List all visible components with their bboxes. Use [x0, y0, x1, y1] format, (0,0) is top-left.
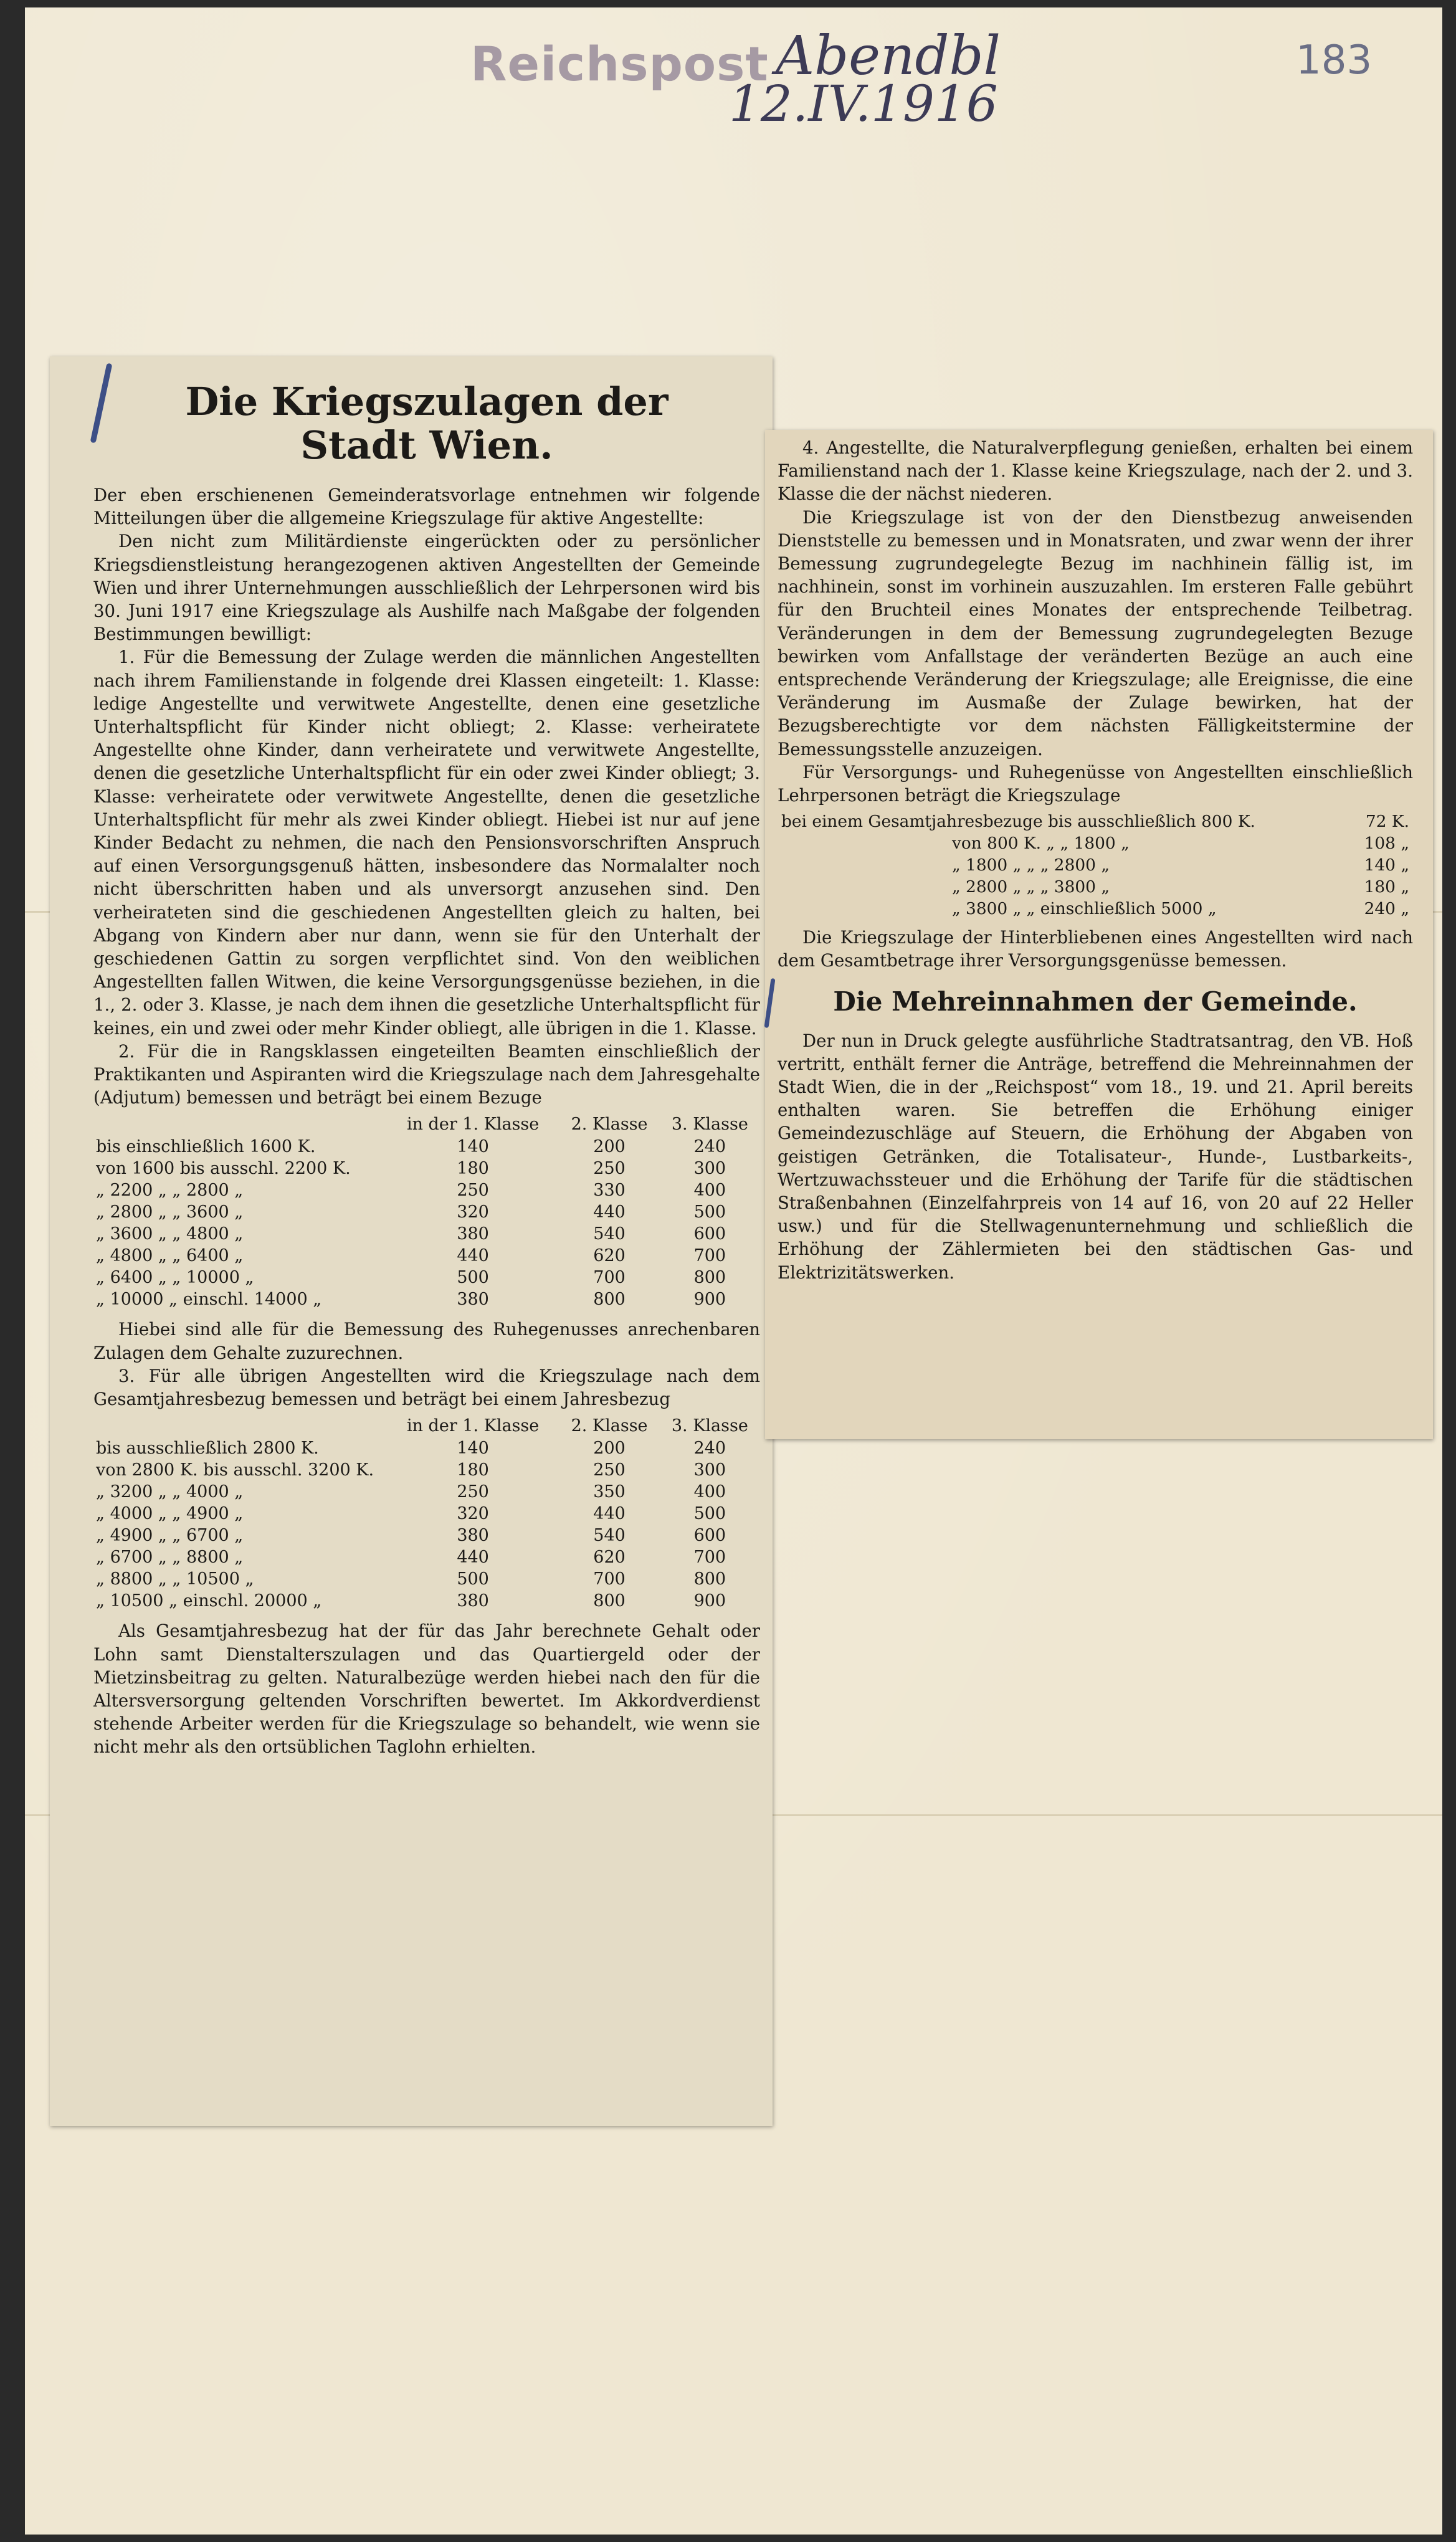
- row-value: 180 „: [1364, 877, 1409, 897]
- table-row: [93, 1245, 760, 1267]
- cell-klasse-3: 500: [693, 1504, 726, 1524]
- cell-klasse-1: 140: [457, 1439, 489, 1459]
- cell-klasse-3: 300: [693, 1460, 726, 1480]
- article-2-paragraph: Der nun in Druck gelegte ausführliche Stadtratsantrag, den VB. Hoß vertritt, enthält ferner die Anträge, betreffend die Mehreinnahmen der Stadt Wien, die in der „Reichspost“ vom 18., 19. und 21. April bereits enthalten waren. Sie betreffen die Erhöhung einiger Gemeindezuschläge auf Steuern, die Erhöhung der Abgaben von geistigen Getränken, die Totalisateur-, Hunde-, Lustbarkeits-, Wertzuwachssteuer und die Erhöhung der Tarife für die städtischen Straßenbahnen (Einzelfahrpreis von 14 auf 16, von 20 auf 22 Heller usw.) und für die Stellwagenunternehmung und schließlich die Erhöhung der Zählermieten bei den städtischen Gas- und Elektrizitätswerken.: [778, 1030, 1413, 1283]
- row-label: „ 4900 „ „ 6700 „: [96, 1526, 244, 1546]
- cell-klasse-3: 240: [693, 1137, 726, 1157]
- table-row: [778, 854, 1413, 876]
- paragraph-0: Den nicht zum Militärdienste eingerückten oder zu persönlicher Kriegsdienstleistung herangezogenen aktiven Angestellten der Gemeinde Wien und ihrer Unternehmungen ausschließlich der Lehrpersonen wird bis 30. Juni 1917 eine Kriegszulage als Aushilfe nach Maßgabe der folgenden Bestimmungen bewilligt:: [93, 531, 760, 645]
- cell-klasse-3: 900: [693, 1591, 726, 1611]
- cell-klasse-1: 440: [457, 1548, 489, 1568]
- clipping-left: [50, 356, 773, 2126]
- cell-klasse-3: 700: [693, 1548, 726, 1568]
- cell-klasse-2: 200: [593, 1439, 626, 1459]
- row-value: 108 „: [1364, 834, 1409, 854]
- cell-klasse-2: 700: [593, 1268, 626, 1288]
- table-row: [93, 1568, 760, 1590]
- row-label: „ 3600 „ „ 4800 „: [96, 1224, 244, 1244]
- table-row: [93, 1201, 760, 1223]
- row-label: „ 4000 „ „ 4900 „: [96, 1504, 244, 1524]
- cell-klasse-3: 700: [693, 1246, 726, 1266]
- cell-klasse-3: 240: [693, 1439, 726, 1459]
- table-uebrige: [93, 1414, 760, 1612]
- table-row: [93, 1136, 760, 1158]
- cell-klasse-2: 800: [593, 1591, 626, 1611]
- table-header-cell: in der 1. Klasse: [406, 1115, 540, 1135]
- table-row: [93, 1546, 760, 1568]
- cell-klasse-1: 380: [457, 1591, 489, 1611]
- table-row: [93, 1179, 760, 1201]
- table-pensionen: [778, 811, 1413, 920]
- title-line-2: Stadt Wien.: [300, 422, 553, 468]
- row-label: „ 10000 „ einschl. 14000 „: [96, 1290, 322, 1310]
- row-label: „ 1800 „ „ „ 2800 „: [952, 855, 1110, 875]
- cell-klasse-1: 250: [457, 1181, 489, 1201]
- table-row: [93, 1459, 760, 1481]
- row-value: 140 „: [1364, 855, 1409, 875]
- paragraph-4: 4. Angestellte, die Naturalverpflegung genießen, erhalten bei einem Familienstand nach der 1. Klasse keine Kriegszulage, nach der 2. und 3. Klasse die der nächst niederen.: [778, 437, 1413, 505]
- clipping-right: [765, 430, 1433, 1439]
- table-header-cell: 3. Klasse: [671, 1115, 748, 1135]
- handwritten-edition: Abendbl: [776, 25, 1001, 87]
- cell-klasse-1: 380: [457, 1224, 489, 1244]
- row-label: „ 3800 „ „ einschließlich 5000 „: [952, 899, 1217, 919]
- table-row: [93, 1223, 760, 1245]
- cell-klasse-1: 180: [457, 1460, 489, 1480]
- table-header-cell: 2. Klasse: [571, 1416, 648, 1436]
- article-continuation: [778, 436, 1413, 1284]
- cell-klasse-2: 440: [593, 1202, 626, 1222]
- row-label: „ 8800 „ „ 10500 „: [96, 1569, 254, 1589]
- cell-klasse-2: 350: [593, 1482, 626, 1502]
- handwritten-date: 12.IV.1916: [729, 75, 998, 133]
- cell-klasse-3: 400: [693, 1181, 726, 1201]
- cell-klasse-1: 320: [457, 1504, 489, 1524]
- table-row: [93, 1481, 760, 1503]
- row-label: von 1600 bis ausschl. 2200 K.: [96, 1159, 351, 1179]
- row-label: bei einem Gesamtjahresbezuge bis ausschließlich 800 K.: [781, 812, 1255, 832]
- table-beamte: [93, 1113, 760, 1310]
- cell-klasse-3: 500: [693, 1202, 726, 1222]
- row-value: 72 K.: [1365, 812, 1409, 832]
- paragraph-2: 2. Für die in Rangsklassen eingeteilten Beamten einschließlich der Praktikanten und Aspiranten wird die Kriegszulage nach dem Jahresgehalte (Adjutum) bemessen und beträgt bei einem Bezuge: [93, 1040, 760, 1108]
- cell-klasse-3: 900: [693, 1290, 726, 1310]
- row-label: von 2800 K. bis ausschl. 3200 K.: [96, 1460, 374, 1480]
- title-line-1: Die Kriegszulagen der: [185, 379, 669, 424]
- cell-klasse-2: 200: [593, 1137, 626, 1157]
- cell-klasse-2: 250: [593, 1159, 626, 1179]
- cell-klasse-1: 500: [457, 1569, 489, 1589]
- table-header-cell: 3. Klasse: [671, 1416, 748, 1436]
- table-row: [93, 1267, 760, 1288]
- paragraph-1: 1. Für die Bemessung der Zulage werden die männlichen Angestellten nach ihrem Familienstande in folgende drei Klassen eingeteilt: 1. Klasse: ledige Angestellte und verwitwete Angestellte, denen eine gesetzliche Unterhaltspflicht für Kinder nicht obliegt; 2. Klasse: verheiratete Angestellte ohne Kinder, dann verheiratete und verwitwete Angestellte, denen die gesetzliche Unterhaltspflicht für ein oder zwei Kinder obliegt; 3. Klasse: verheiratete oder verwitwete Angestellte, denen die gesetzliche Unterhaltspflicht für mehr als zwei Kinder obliegt. Hiebei ist nur auf jene Kinder Bedacht zu nehmen, die nach den Pensionsvorschriften Anspruch auf einen Versorgungsgenuß hätten, insbesondere das Normalalter noch nicht überschritten haben und als unversorgt anzusehen sind. Den verheirateten sind die geschiedenen Angestellten gleich zu halten, bei Abgang von Kindern aber nur dann, wenn sie für den Unterhalt der geschiedenen Gattin zu sorgen verpflichtet sind. Von den weiblichen Angestellten fallen Witwen, die keine Versorgungsgenüsse beziehen, in die 1., 2. oder 3. Klasse, je nach dem ihnen die gesetzliche Unterhaltspflicht für keines, ein und zwei oder mehr Kinder obliegt, alle übrigen in die 1. Klasse.: [93, 647, 760, 1039]
- paragraph-6: Für Versorgungs- und Ruhegenüsse von Angestellten einschließlich Lehrpersonen beträgt die Kriegszulage: [778, 761, 1413, 806]
- cell-klasse-2: 540: [593, 1526, 626, 1546]
- cell-klasse-2: 700: [593, 1569, 626, 1589]
- table-header-row: [93, 1414, 760, 1437]
- table-row: [93, 1590, 760, 1612]
- cell-klasse-3: 800: [693, 1569, 726, 1589]
- row-label: „ 4800 „ „ 6400 „: [96, 1246, 244, 1266]
- cell-klasse-1: 380: [457, 1526, 489, 1546]
- table-header-cell: 2. Klasse: [571, 1115, 648, 1135]
- pencil-mark-icon: [764, 978, 775, 1028]
- table-row: [778, 811, 1413, 832]
- cell-klasse-2: 800: [593, 1290, 626, 1310]
- row-label: „ 3200 „ „ 4000 „: [96, 1482, 244, 1502]
- paragraph-3: 3. Für alle übrigen Angestellten wird die Kriegszulage nach dem Gesamtjahresbezug bemessen und beträgt bei einem Jahresbezug: [93, 1365, 760, 1410]
- cell-klasse-2: 620: [593, 1548, 626, 1568]
- row-label: „ 6400 „ „ 10000 „: [96, 1268, 254, 1288]
- cell-klasse-3: 600: [693, 1526, 726, 1546]
- cell-klasse-2: 540: [593, 1224, 626, 1244]
- cell-klasse-1: 440: [457, 1246, 489, 1266]
- table-header-cell: in der 1. Klasse: [406, 1416, 540, 1436]
- row-label: von 800 K. „ „ 1800 „: [952, 834, 1130, 854]
- row-label: bis einschließlich 1600 K.: [96, 1137, 316, 1157]
- table-row: [93, 1437, 760, 1459]
- intro-paragraph: Der eben erschienenen Gemeinderatsvorlage entnehmen wir folgende Mitteilungen über die allgemeine Kriegszulage für aktive Angestellte:: [93, 485, 760, 529]
- row-label: „ 2800 „ „ „ 3800 „: [952, 877, 1110, 897]
- newspaper-stamp: Reichspost: [470, 36, 769, 92]
- table-row: [93, 1525, 760, 1546]
- cell-klasse-3: 600: [693, 1224, 726, 1244]
- page-number: 183: [1296, 37, 1373, 83]
- cell-klasse-1: 180: [457, 1159, 489, 1179]
- paragraph-2-note: Hiebei sind alle für die Bemessung des Ruhegenusses anrechenbaren Zulagen dem Gehalte zuzurechnen.: [93, 1319, 760, 1363]
- cell-klasse-3: 800: [693, 1268, 726, 1288]
- table-row: [93, 1503, 760, 1525]
- article-2-title: Die Mehreinnahmen der Gemeinde.: [833, 986, 1358, 1017]
- paragraph-5: Die Kriegszulage ist von der den Dienstbezug anweisenden Dienststelle zu bemessen und in Monatsraten, und zwar wenn der ihrer Bemessung zugrundegelegte Bezug im nachhinein fällig ist, im nachhinein, sonst im vorhinein auszuzahlen. Im ersteren Falle gebührt für den Bruchteil eines Monates der entsprechende Teilbetrag. Veränderungen in dem der Bemessung zugrundegelegten Bezuge bewirken vom Anfallstage der veränderten Bezüge an auch eine entsprechende Veränderung der Kriegszulage; alle Ereignisse, die eine Veränderung im Ausmaße der Zulage bewirken, hat der Bezugsberechtigte vor dem nächsten Fälligkeitstermine der Bemessungsstelle anzuzeigen.: [778, 507, 1413, 759]
- cell-klasse-1: 380: [457, 1290, 489, 1310]
- cell-klasse-1: 320: [457, 1202, 489, 1222]
- article-kriegszulagen: [93, 369, 760, 1759]
- cell-klasse-3: 400: [693, 1482, 726, 1502]
- row-label: „ 10500 „ einschl. 20000 „: [96, 1591, 322, 1611]
- paragraph-7: Die Kriegszulage der Hinterbliebenen eines Angestellten wird nach dem Gesamtbetrage ihrer Versorgungsgenüsse bemessen.: [778, 927, 1413, 971]
- table-row: [93, 1288, 760, 1310]
- row-label: „ 6700 „ „ 8800 „: [96, 1548, 244, 1568]
- paragraph-3-note: Als Gesamtjahresbezug hat der für das Jahr berechnete Gehalt oder Lohn samt Dienstalterszulagen und das Quartiergeld oder der Mietzinsbeitrag zu gelten. Naturalbezüge werden hiebei nach den für die Altersversorgung geltenden Vorschriften bewertet. Im Akkordverdienst stehende Arbeiter werden für die Kriegszulage so behandelt, wie wenn sie nicht mehr als den ortsüblichen Taglohn erhielten.: [93, 1621, 760, 1758]
- cell-klasse-2: 330: [593, 1181, 626, 1201]
- cell-klasse-2: 440: [593, 1504, 626, 1524]
- cell-klasse-1: 500: [457, 1268, 489, 1288]
- table-row: [778, 832, 1413, 854]
- cell-klasse-3: 300: [693, 1159, 726, 1179]
- table-row: [93, 1158, 760, 1179]
- cell-klasse-1: 140: [457, 1137, 489, 1157]
- table-row: [778, 876, 1413, 898]
- row-label: „ 2200 „ „ 2800 „: [96, 1181, 244, 1201]
- cell-klasse-2: 620: [593, 1246, 626, 1266]
- table-row: [778, 898, 1413, 920]
- row-label: bis ausschließlich 2800 K.: [96, 1439, 319, 1459]
- cell-klasse-1: 250: [457, 1482, 489, 1502]
- cell-klasse-2: 250: [593, 1460, 626, 1480]
- row-label: „ 2800 „ „ 3600 „: [96, 1202, 244, 1222]
- row-value: 240 „: [1364, 899, 1409, 919]
- article-title: [93, 380, 760, 467]
- table-header-row: [93, 1113, 760, 1136]
